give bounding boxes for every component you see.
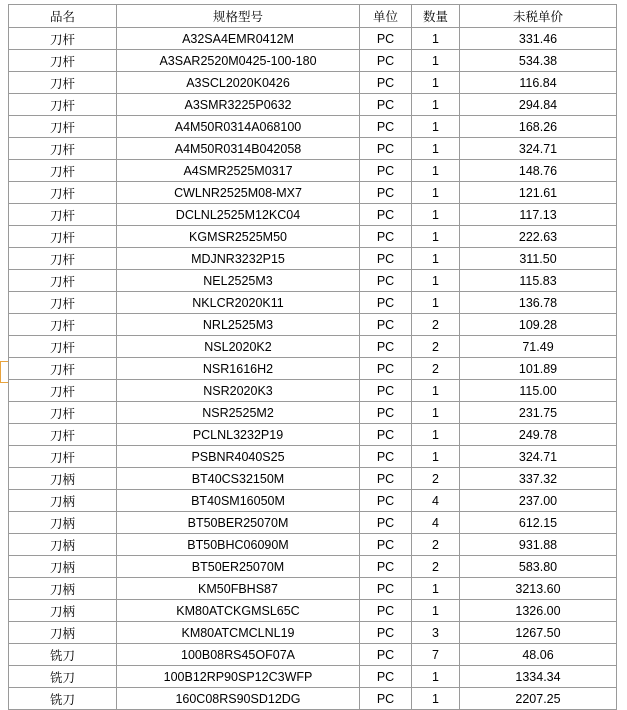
cell-price[interactable]: 311.50 xyxy=(460,248,617,270)
table-row[interactable] xyxy=(9,688,617,710)
cell-unit[interactable]: PC xyxy=(360,292,412,314)
cell-name[interactable]: 刀柄 xyxy=(9,534,117,556)
cell-name[interactable]: 刀杆 xyxy=(9,226,117,248)
cell-name[interactable]: 刀杆 xyxy=(9,72,117,94)
cell-qty[interactable]: 1 xyxy=(412,666,460,688)
cell-qty[interactable]: 1 xyxy=(412,424,460,446)
cell-model[interactable]: A3SMR3225P0632 xyxy=(117,94,360,116)
table-row[interactable] xyxy=(9,50,617,72)
cell-price[interactable]: 294.84 xyxy=(460,94,617,116)
cell-qty[interactable]: 1 xyxy=(412,226,460,248)
cell-unit[interactable]: PC xyxy=(360,226,412,248)
cell-unit[interactable]: PC xyxy=(360,182,412,204)
cell-name[interactable]: 刀杆 xyxy=(9,270,117,292)
table-row[interactable] xyxy=(9,182,617,204)
cell-name[interactable]: 铣刀 xyxy=(9,688,117,710)
cell-qty[interactable]: 1 xyxy=(412,380,460,402)
column-header-unit: 单位 xyxy=(360,5,412,28)
table-row[interactable] xyxy=(9,270,617,292)
cell-qty[interactable]: 2 xyxy=(412,358,460,380)
cell-model[interactable]: KM80ATCKGMSL65C xyxy=(117,600,360,622)
cell-price[interactable]: 237.00 xyxy=(460,490,617,512)
cell-name[interactable]: 刀杆 xyxy=(9,28,117,50)
cell-name[interactable]: 刀柄 xyxy=(9,512,117,534)
cell-unit[interactable]: PC xyxy=(360,138,412,160)
cell-model[interactable]: A3SAR2520M0425-100-180 xyxy=(117,50,360,72)
cell-qty[interactable]: 1 xyxy=(412,446,460,468)
cell-price[interactable]: 583.80 xyxy=(460,556,617,578)
cell-model[interactable]: KM80ATCMCLNL19 xyxy=(117,622,360,644)
cell-model[interactable]: A4M50R0314B042058 xyxy=(117,138,360,160)
cell-unit[interactable]: PC xyxy=(360,468,412,490)
table-row[interactable] xyxy=(9,490,617,512)
cell-price[interactable]: 121.61 xyxy=(460,182,617,204)
cell-price[interactable]: 331.46 xyxy=(460,28,617,50)
cell-unit[interactable]: PC xyxy=(360,424,412,446)
table-row[interactable] xyxy=(9,468,617,490)
cell-unit[interactable]: PC xyxy=(360,446,412,468)
cell-qty[interactable]: 1 xyxy=(412,94,460,116)
cell-name[interactable]: 刀杆 xyxy=(9,314,117,336)
cell-qty[interactable]: 2 xyxy=(412,556,460,578)
cell-unit[interactable]: PC xyxy=(360,270,412,292)
cell-name[interactable]: 刀杆 xyxy=(9,138,117,160)
cell-model[interactable]: MDJNR3232P15 xyxy=(117,248,360,270)
cell-model[interactable]: DCLNL2525M12KC04 xyxy=(117,204,360,226)
cell-price[interactable]: 2207.25 xyxy=(460,688,617,710)
table-row[interactable] xyxy=(9,424,617,446)
cell-qty[interactable]: 1 xyxy=(412,600,460,622)
cell-name[interactable]: 刀柄 xyxy=(9,600,117,622)
cell-name[interactable]: 刀杆 xyxy=(9,182,117,204)
cell-unit[interactable]: PC xyxy=(360,94,412,116)
cell-name[interactable]: 刀杆 xyxy=(9,94,117,116)
cell-qty[interactable]: 1 xyxy=(412,688,460,710)
cell-unit[interactable]: PC xyxy=(360,556,412,578)
table-row[interactable] xyxy=(9,138,617,160)
cell-name[interactable]: 刀杆 xyxy=(9,204,117,226)
cell-model[interactable]: NSR1616H2 xyxy=(117,358,360,380)
cell-qty[interactable]: 4 xyxy=(412,490,460,512)
cell-model[interactable]: KGMSR2525M50 xyxy=(117,226,360,248)
cell-qty[interactable]: 1 xyxy=(412,578,460,600)
cell-qty[interactable]: 1 xyxy=(412,402,460,424)
cell-name[interactable]: 刀杆 xyxy=(9,402,117,424)
table-row[interactable] xyxy=(9,336,617,358)
cell-model[interactable]: A4M50R0314A068100 xyxy=(117,116,360,138)
row-selection-marker xyxy=(0,361,8,383)
cell-model[interactable]: KM50FBHS87 xyxy=(117,578,360,600)
cell-model[interactable]: BT50BHC06090M xyxy=(117,534,360,556)
cell-model[interactable]: NSR2020K3 xyxy=(117,380,360,402)
cell-model[interactable]: 100B12RP90SP12C3WFP xyxy=(117,666,360,688)
cell-name[interactable]: 刀杆 xyxy=(9,336,117,358)
cell-unit[interactable]: PC xyxy=(360,512,412,534)
cell-model[interactable]: A32SA4EMR0412M xyxy=(117,28,360,50)
table-row[interactable] xyxy=(9,28,617,50)
cell-qty[interactable]: 3 xyxy=(412,622,460,644)
cell-qty[interactable]: 2 xyxy=(412,468,460,490)
cell-unit[interactable]: PC xyxy=(360,644,412,666)
table-header-row xyxy=(9,5,617,28)
cell-model[interactable]: BT40CS32150M xyxy=(117,468,360,490)
cell-qty[interactable]: 1 xyxy=(412,248,460,270)
cell-price[interactable]: 136.78 xyxy=(460,292,617,314)
cell-price[interactable]: 168.26 xyxy=(460,116,617,138)
cell-price[interactable]: 109.28 xyxy=(460,314,617,336)
cell-price[interactable]: 324.71 xyxy=(460,446,617,468)
cell-model[interactable]: A4SMR2525M0317 xyxy=(117,160,360,182)
cell-name[interactable]: 刀杆 xyxy=(9,160,117,182)
cell-name[interactable]: 刀柄 xyxy=(9,578,117,600)
cell-model[interactable]: NRL2525M3 xyxy=(117,314,360,336)
cell-price[interactable]: 231.75 xyxy=(460,402,617,424)
cell-qty[interactable]: 1 xyxy=(412,270,460,292)
cell-model[interactable]: BT50ER25070M xyxy=(117,556,360,578)
table-row[interactable] xyxy=(9,116,617,138)
cell-model[interactable]: CWLNR2525M08-MX7 xyxy=(117,182,360,204)
table-row[interactable] xyxy=(9,380,617,402)
table-row[interactable] xyxy=(9,204,617,226)
cell-unit[interactable]: PC xyxy=(360,666,412,688)
cell-price[interactable]: 534.38 xyxy=(460,50,617,72)
cell-price[interactable]: 249.78 xyxy=(460,424,617,446)
cell-price[interactable]: 101.89 xyxy=(460,358,617,380)
cell-model[interactable]: NKLCR2020K11 xyxy=(117,292,360,314)
cell-price[interactable]: 115.83 xyxy=(460,270,617,292)
cell-model[interactable]: 160C08RS90SD12DG xyxy=(117,688,360,710)
cell-qty[interactable]: 1 xyxy=(412,138,460,160)
cell-name[interactable]: 刀柄 xyxy=(9,490,117,512)
cell-name[interactable]: 刀柄 xyxy=(9,556,117,578)
cell-model[interactable]: A3SCL2020K0426 xyxy=(117,72,360,94)
cell-model[interactable]: PSBNR4040S25 xyxy=(117,446,360,468)
table-body xyxy=(9,28,617,710)
cell-qty[interactable]: 2 xyxy=(412,534,460,556)
cell-qty[interactable]: 1 xyxy=(412,28,460,50)
column-header-model: 规格型号 xyxy=(117,5,360,28)
table-row[interactable] xyxy=(9,578,617,600)
cell-unit[interactable]: PC xyxy=(360,534,412,556)
cell-unit[interactable]: PC xyxy=(360,160,412,182)
cell-price[interactable]: 1334.34 xyxy=(460,666,617,688)
table-row[interactable] xyxy=(9,292,617,314)
cell-unit[interactable]: PC xyxy=(360,314,412,336)
cell-unit[interactable]: PC xyxy=(360,490,412,512)
cell-model[interactable]: BT50BER25070M xyxy=(117,512,360,534)
cell-unit[interactable]: PC xyxy=(360,50,412,72)
cell-model[interactable]: PCLNL3232P19 xyxy=(117,424,360,446)
cell-unit[interactable]: PC xyxy=(360,72,412,94)
column-header-qty: 数量 xyxy=(412,5,460,28)
cell-name[interactable]: 刀杆 xyxy=(9,424,117,446)
cell-name[interactable]: 刀柄 xyxy=(9,468,117,490)
table-row[interactable] xyxy=(9,512,617,534)
column-header-price: 未税单价 xyxy=(460,5,617,28)
table-row[interactable] xyxy=(9,248,617,270)
cell-qty[interactable]: 1 xyxy=(412,182,460,204)
table-row[interactable] xyxy=(9,314,617,336)
cell-price[interactable]: 115.00 xyxy=(460,380,617,402)
column-header-name: 品名 xyxy=(9,5,117,28)
table-row[interactable] xyxy=(9,666,617,688)
cell-name[interactable]: 铣刀 xyxy=(9,666,117,688)
table-row[interactable] xyxy=(9,402,617,424)
table-row[interactable] xyxy=(9,446,617,468)
table-row[interactable] xyxy=(9,94,617,116)
cell-price[interactable]: 48.06 xyxy=(460,644,617,666)
cell-name[interactable]: 铣刀 xyxy=(9,644,117,666)
cell-qty[interactable]: 4 xyxy=(412,512,460,534)
table-row[interactable] xyxy=(9,534,617,556)
cell-unit[interactable]: PC xyxy=(360,28,412,50)
cell-model[interactable]: 100B08RS45OF07A xyxy=(117,644,360,666)
cell-price[interactable]: 612.15 xyxy=(460,512,617,534)
cell-qty[interactable]: 7 xyxy=(412,644,460,666)
cell-name[interactable]: 刀杆 xyxy=(9,116,117,138)
cell-name[interactable]: 刀杆 xyxy=(9,446,117,468)
cell-unit[interactable]: PC xyxy=(360,116,412,138)
cell-model[interactable]: NSR2525M2 xyxy=(117,402,360,424)
cell-model[interactable]: NEL2525M3 xyxy=(117,270,360,292)
cell-name[interactable]: 刀杆 xyxy=(9,380,117,402)
cell-unit[interactable]: PC xyxy=(360,204,412,226)
cell-qty[interactable]: 1 xyxy=(412,116,460,138)
cell-price[interactable]: 931.88 xyxy=(460,534,617,556)
table-row[interactable] xyxy=(9,160,617,182)
table-row[interactable] xyxy=(9,556,617,578)
cell-unit[interactable]: PC xyxy=(360,688,412,710)
table-row[interactable] xyxy=(9,644,617,666)
cell-model[interactable]: NSL2020K2 xyxy=(117,336,360,358)
cell-unit[interactable]: PC xyxy=(360,336,412,358)
cell-price[interactable]: 71.49 xyxy=(460,336,617,358)
table-row[interactable] xyxy=(9,358,617,380)
cell-unit[interactable]: PC xyxy=(360,402,412,424)
cell-qty[interactable]: 1 xyxy=(412,50,460,72)
cell-unit[interactable]: PC xyxy=(360,248,412,270)
cell-name[interactable]: 刀柄 xyxy=(9,622,117,644)
cell-qty[interactable]: 1 xyxy=(412,72,460,94)
cell-unit[interactable]: PC xyxy=(360,600,412,622)
table-row[interactable] xyxy=(9,600,617,622)
cell-model[interactable]: BT40SM16050M xyxy=(117,490,360,512)
cell-qty[interactable]: 1 xyxy=(412,204,460,226)
spreadsheet-area xyxy=(8,4,616,710)
cell-price[interactable]: 337.32 xyxy=(460,468,617,490)
cell-price[interactable]: 1267.50 xyxy=(460,622,617,644)
cell-qty[interactable]: 1 xyxy=(412,160,460,182)
cell-unit[interactable]: PC xyxy=(360,622,412,644)
cell-name[interactable]: 刀杆 xyxy=(9,248,117,270)
cell-qty[interactable]: 1 xyxy=(412,292,460,314)
cell-name[interactable]: 刀杆 xyxy=(9,358,117,380)
cell-unit[interactable]: PC xyxy=(360,358,412,380)
cell-name[interactable]: 刀杆 xyxy=(9,50,117,72)
cell-price[interactable]: 324.71 xyxy=(460,138,617,160)
cell-qty[interactable]: 2 xyxy=(412,314,460,336)
cell-price[interactable]: 1326.00 xyxy=(460,600,617,622)
parts-table xyxy=(8,4,617,710)
cell-qty[interactable]: 2 xyxy=(412,336,460,358)
cell-price[interactable]: 148.76 xyxy=(460,160,617,182)
cell-price[interactable]: 117.13 xyxy=(460,204,617,226)
cell-unit[interactable]: PC xyxy=(360,578,412,600)
table-row[interactable] xyxy=(9,72,617,94)
table-row[interactable] xyxy=(9,622,617,644)
cell-price[interactable]: 3213.60 xyxy=(460,578,617,600)
cell-name[interactable]: 刀杆 xyxy=(9,292,117,314)
table-row[interactable] xyxy=(9,226,617,248)
cell-price[interactable]: 116.84 xyxy=(460,72,617,94)
cell-price[interactable]: 222.63 xyxy=(460,226,617,248)
cell-unit[interactable]: PC xyxy=(360,380,412,402)
